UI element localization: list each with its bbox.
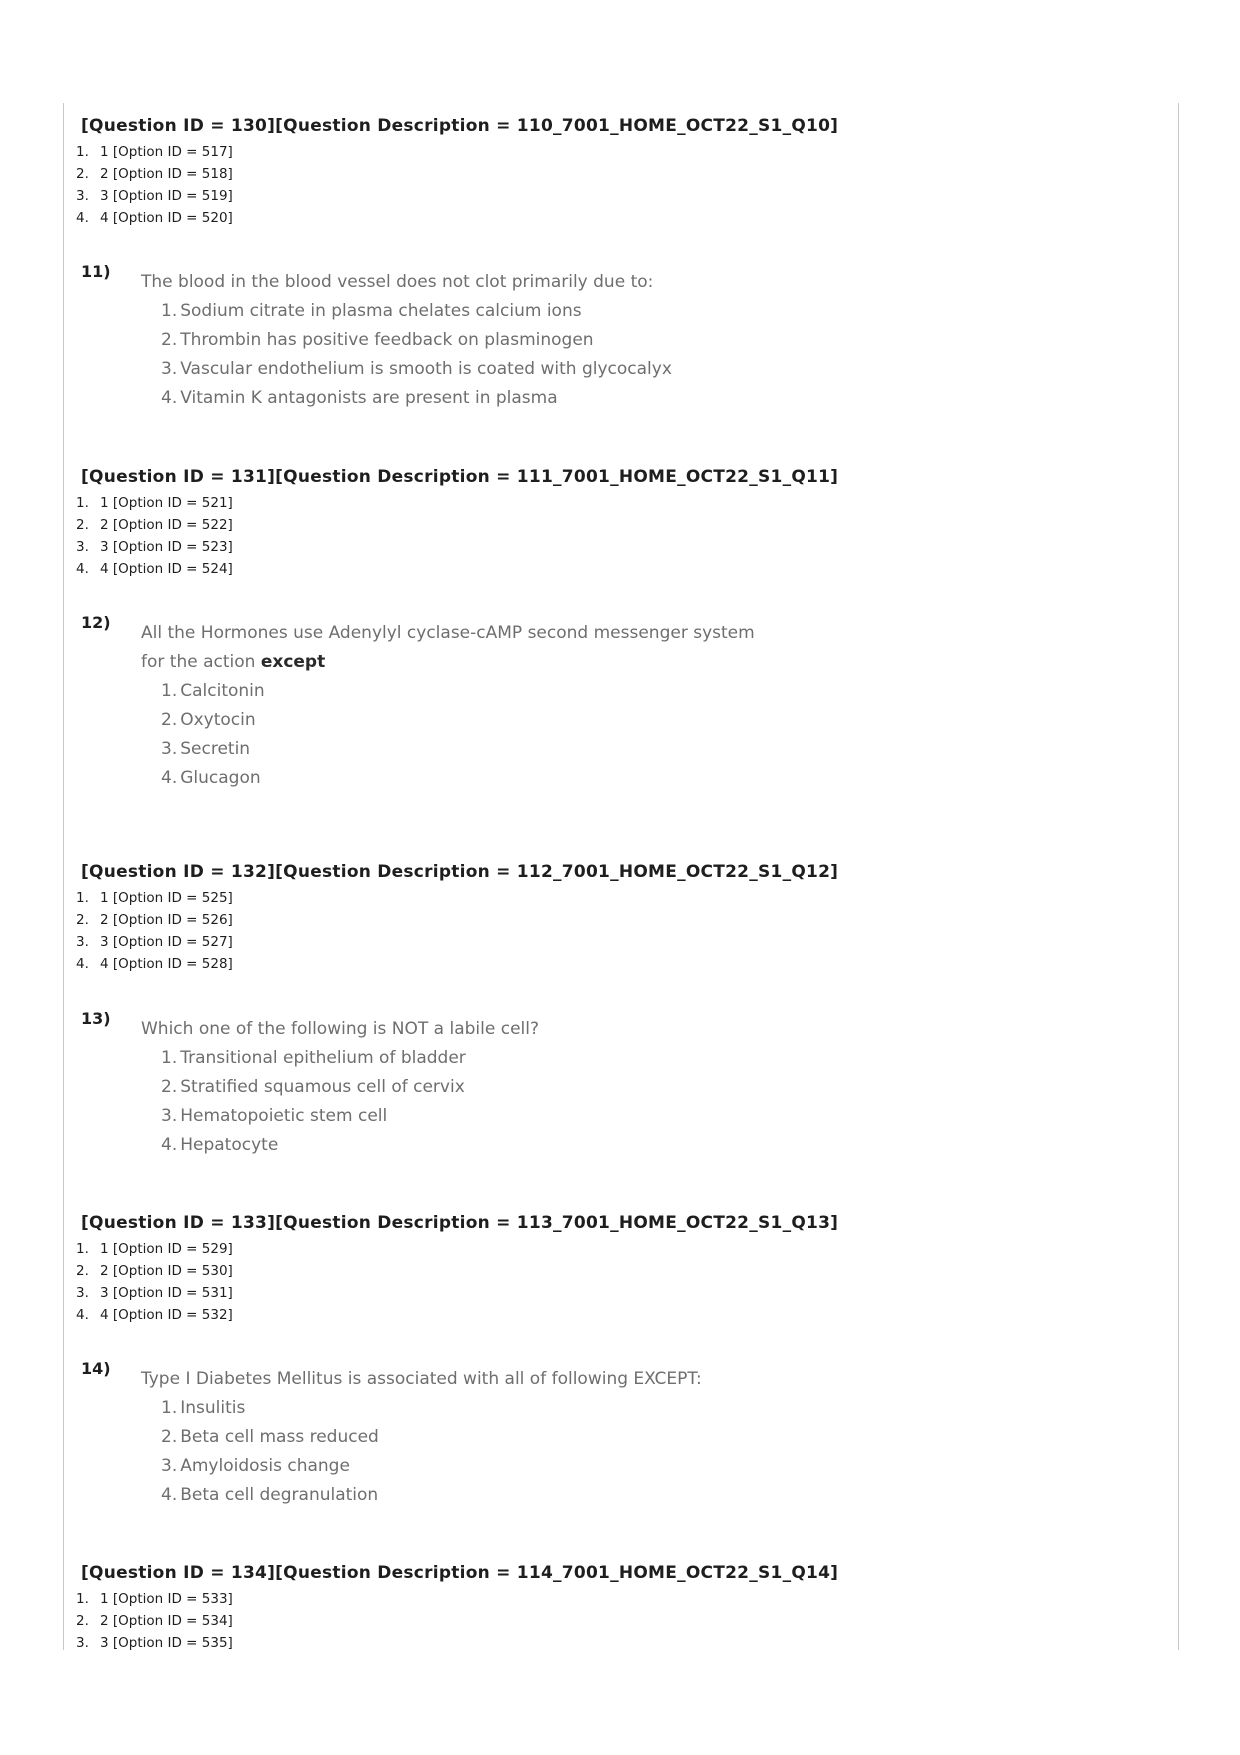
question-id-header: [Question ID = 134][Question Description = 114_7001_HOME_OCT22_S1_Q14] bbox=[81, 1563, 839, 1583]
answer-choice: 1. Calcitonin bbox=[161, 681, 265, 701]
answer-choice: 4. Vitamin K antagonists are present in plasma bbox=[161, 388, 558, 408]
question-id-header: [Question ID = 131][Question Description = 111_7001_HOME_OCT22_S1_Q11] bbox=[81, 467, 839, 487]
option-id-item: 1. 1 [Option ID = 533] bbox=[76, 1591, 233, 1607]
answer-choice: 1. Insulitis bbox=[161, 1398, 246, 1418]
option-id-list bbox=[76, 1588, 233, 1654]
option-id-item: 2. 2 [Option ID = 526] bbox=[76, 912, 233, 928]
option-id-list bbox=[76, 887, 233, 975]
option-id-item: 2. 2 [Option ID = 522] bbox=[76, 517, 233, 533]
answer-choices bbox=[161, 297, 672, 413]
question-number: 11) bbox=[81, 262, 111, 281]
option-id-list bbox=[76, 1238, 233, 1326]
option-id-item: 2. 2 [Option ID = 518] bbox=[76, 166, 233, 182]
question-number: 12) bbox=[81, 613, 111, 632]
answer-choice: 3. Vascular endothelium is smooth is coated with glycocalyx bbox=[161, 359, 672, 379]
option-id-item: 2. 2 [Option ID = 534] bbox=[76, 1613, 233, 1629]
option-id-item: 2. 2 [Option ID = 530] bbox=[76, 1263, 233, 1279]
question-id-header: [Question ID = 130][Question Description = 110_7001_HOME_OCT22_S1_Q10] bbox=[81, 116, 839, 136]
answer-choice: 4. Beta cell degranulation bbox=[161, 1485, 379, 1505]
question-text: Which one of the following is NOT a labile cell? bbox=[141, 1019, 539, 1039]
option-id-item: 1. 1 [Option ID = 529] bbox=[76, 1241, 233, 1257]
option-id-list bbox=[76, 141, 233, 229]
answer-choice: 1. Transitional epithelium of bladder bbox=[161, 1048, 466, 1068]
question-number: 13) bbox=[81, 1009, 111, 1028]
question-text: Type I Diabetes Mellitus is associated with all of following EXCEPT: bbox=[141, 1369, 702, 1389]
option-id-item: 4. 4 [Option ID = 520] bbox=[76, 210, 233, 226]
option-id-item: 4. 4 [Option ID = 528] bbox=[76, 956, 233, 972]
option-id-item: 3. 3 [Option ID = 531] bbox=[76, 1285, 233, 1301]
question-text-line1: All the Hormones use Adenylyl cyclase-cAMP second messenger system bbox=[141, 623, 755, 643]
right-margin-rule bbox=[1178, 103, 1179, 1650]
answer-choices bbox=[161, 1394, 379, 1510]
option-id-item: 4. 4 [Option ID = 532] bbox=[76, 1307, 233, 1323]
answer-choice: 3. Secretin bbox=[161, 739, 251, 759]
answer-choices bbox=[161, 1044, 466, 1160]
question-id-header: [Question ID = 132][Question Description = 112_7001_HOME_OCT22_S1_Q12] bbox=[81, 862, 839, 882]
answer-choice: 2. Stratified squamous cell of cervix bbox=[161, 1077, 465, 1097]
option-id-item: 1. 1 [Option ID = 525] bbox=[76, 890, 233, 906]
answer-choice: 2. Oxytocin bbox=[161, 710, 256, 730]
option-id-item: 3. 3 [Option ID = 535] bbox=[76, 1635, 233, 1651]
emphasis-word: except bbox=[260, 652, 326, 672]
option-id-item: 1. 1 [Option ID = 517] bbox=[76, 144, 233, 160]
option-id-item: 3. 3 [Option ID = 523] bbox=[76, 539, 233, 555]
option-id-item: 3. 3 [Option ID = 527] bbox=[76, 934, 233, 950]
option-id-list bbox=[76, 492, 233, 580]
question-id-header: [Question ID = 133][Question Description = 113_7001_HOME_OCT22_S1_Q13] bbox=[81, 1213, 839, 1233]
question-text: The blood in the blood vessel does not clot primarily due to: bbox=[141, 272, 654, 292]
answer-choices bbox=[161, 677, 265, 793]
option-id-item: 1. 1 [Option ID = 521] bbox=[76, 495, 233, 511]
answer-choice: 1. Sodium citrate in plasma chelates calcium ions bbox=[161, 301, 582, 321]
answer-choice: 2. Beta cell mass reduced bbox=[161, 1427, 379, 1447]
option-id-item: 4. 4 [Option ID = 524] bbox=[76, 561, 233, 577]
question-number: 14) bbox=[81, 1359, 111, 1378]
answer-choice: 4. Hepatocyte bbox=[161, 1135, 279, 1155]
question-text-line2: for the action except bbox=[141, 652, 326, 672]
answer-choice: 2. Thrombin has positive feedback on plasminogen bbox=[161, 330, 594, 350]
answer-choice: 4. Glucagon bbox=[161, 768, 261, 788]
answer-choice: 3. Amyloidosis change bbox=[161, 1456, 350, 1476]
option-id-item: 3. 3 [Option ID = 519] bbox=[76, 188, 233, 204]
left-margin-rule bbox=[63, 103, 64, 1650]
answer-choice: 3. Hematopoietic stem cell bbox=[161, 1106, 388, 1126]
